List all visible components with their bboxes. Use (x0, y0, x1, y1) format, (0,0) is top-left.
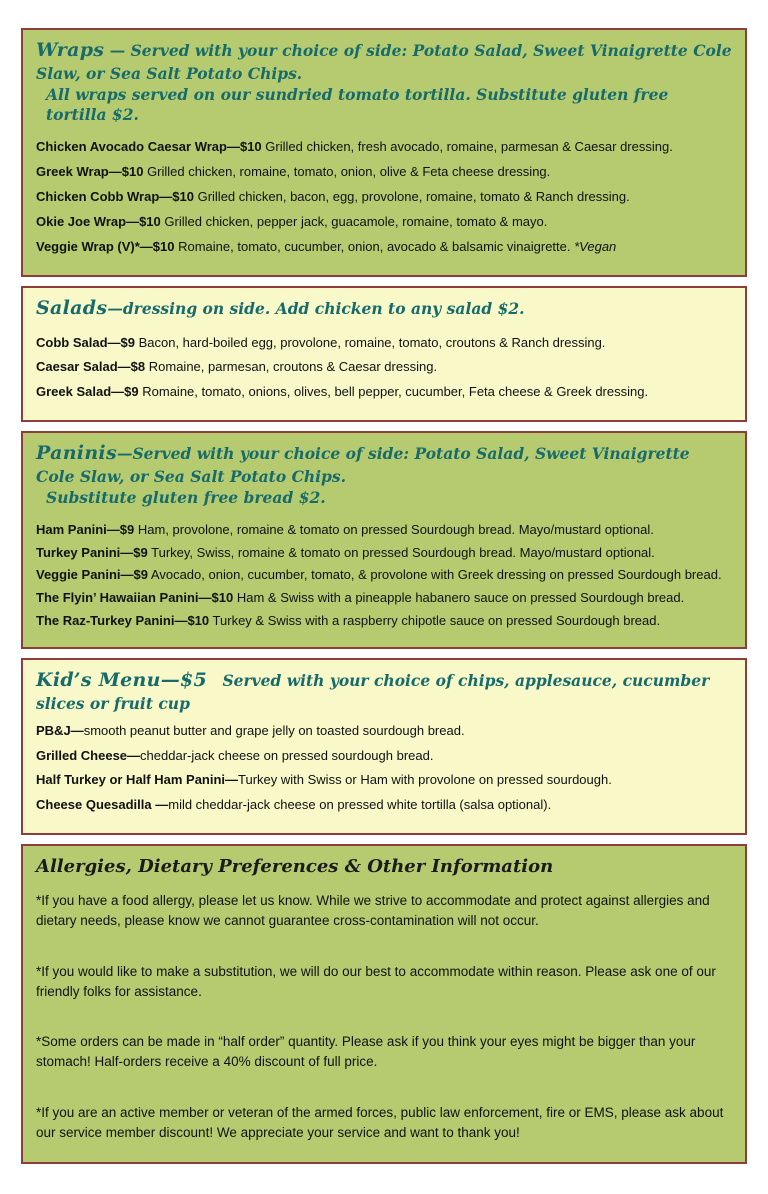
paninis-header-line2: Substitute gluten free bread $2. (46, 487, 326, 507)
info-paragraph-substitution: *If you would like to make a substitution, we will do our best to accommodate within reason. Please ask one of our friendly folks for assistance. (36, 963, 716, 999)
item-name: Cobb Salad—$9 (36, 334, 135, 350)
menu-item (36, 139, 732, 156)
item-desc: smooth peanut butter and grape jelly on toasted sourdough bread. (83, 722, 465, 738)
item-vegan-note: *Vegan (574, 238, 617, 254)
menu-item (36, 522, 732, 539)
item-desc: Grilled chicken, pepper jack, guacamole, romaine, tomato & mayo. (164, 214, 548, 230)
item-name: The Raz-Turkey Panini—$10 (36, 613, 210, 629)
kids-menu-items (36, 723, 732, 815)
paninis-title: Paninis (36, 442, 117, 465)
menu-item (36, 189, 732, 206)
kids-menu-header-rest: Served with your choice of chips, applesauce, cucumber slices or fruit cup (36, 671, 710, 713)
section-paninis (21, 431, 747, 649)
item-name: Okie Joe Wrap—$10 (36, 214, 161, 230)
item-name: Greek Wrap—$10 (36, 164, 144, 180)
item-desc: mild cheddar-jack cheese on pressed white tortilla (salsa optional). (168, 797, 552, 813)
salads-header (36, 296, 732, 322)
item-name: PB&J— (36, 722, 84, 738)
menu-item (36, 567, 732, 584)
item-desc: Romaine, parmesan, croutons & Caesar dressing. (148, 359, 438, 375)
section-allergies-info (21, 844, 747, 1164)
menu-item (36, 359, 732, 376)
paninis-items (36, 522, 732, 630)
menu-item (36, 723, 732, 740)
item-name: Caesar Salad—$8 (36, 359, 146, 375)
item-name: Chicken Avocado Caesar Wrap—$10 (36, 139, 262, 155)
info-paragraph-allergy: *If you have a food allergy, please let us know. While we strive to accommodate and protect against allergies and dietary needs, please know we cannot guarantee cross-contamination will not occur. (36, 893, 710, 929)
item-desc: Grilled chicken, fresh avocado, romaine, parmesan & Caesar dressing. (265, 139, 673, 155)
paninis-header (36, 441, 732, 508)
menu-item (36, 335, 732, 352)
item-desc: Ham & Swiss with a pineapple habanero sauce on pressed Sourdough bread. (236, 590, 685, 606)
item-desc: Romaine, tomato, cucumber, onion, avocado & balsamic vinaigrette. (178, 238, 571, 254)
menu-item (36, 164, 732, 181)
item-name: Ham Panini—$9 (36, 521, 135, 537)
menu-item (36, 545, 732, 562)
paninis-header-line1 (36, 441, 732, 488)
item-desc: Turkey, Swiss, romaine & tomato on pressed Sourdough bread. Mayo/mustard optional. (151, 544, 655, 560)
info-paragraph-service-member: *If you are an active member or veteran of the armed forces, public law enforcement, fire or EMS, please ask about our service member discount! We appreciate your service and want to thank you! (36, 1104, 724, 1140)
item-desc: cheddar-jack cheese on pressed sourdough bread. (140, 747, 434, 763)
salads-title: Salads (36, 296, 108, 319)
item-name: The Flyin’ Hawaiian Panini—$10 (36, 590, 234, 606)
section-wraps (21, 28, 747, 277)
item-name: Half Turkey or Half Ham Panini— (36, 772, 239, 788)
wraps-header-rest: — Served with your choice of side: Potato Salad, Sweet Vinaigrette Cole Slaw, or Sea Salt Potato Chips. (36, 41, 732, 83)
item-name: Veggie Panini—$9 (36, 567, 148, 583)
section-kids-menu (21, 658, 747, 835)
menu-item (36, 797, 732, 814)
item-desc: Grilled chicken, bacon, egg, provolone, romaine, tomato & Ranch dressing. (197, 189, 630, 205)
item-desc: Turkey with Swiss or Ham with provolone on pressed sourdough. (238, 772, 612, 788)
allergies-info-title: Allergies, Dietary Preferences & Other Information (36, 856, 554, 878)
kids-menu-header (36, 668, 732, 715)
menu-item (36, 214, 732, 231)
item-desc: Romaine, tomato, onions, olives, bell pepper, cucumber, Feta cheese & Greek dressing. (142, 384, 649, 400)
item-desc: Grilled chicken, romaine, tomato, onion, olive & Feta cheese dressing. (147, 164, 551, 180)
item-desc: Turkey & Swiss with a raspberry chipotle sauce on pressed Sourdough bread. (212, 613, 661, 629)
item-desc: Bacon, hard-boiled egg, provolone, romaine, tomato, croutons & Ranch dressing. (138, 334, 606, 350)
info-paragraph-half-order: *Some orders can be made in “half order” quantity. Please ask if you think your eyes might be bigger than your stomach! Half-orders receive a 40% discount of full price. (36, 1034, 696, 1070)
wraps-header-line2: All wraps served on our sundried tomato tortilla. Substitute gluten free tortilla $2. (46, 84, 669, 125)
wraps-title: Wraps (36, 39, 105, 61)
item-name: Veggie Wrap (V)*—$10 (36, 238, 175, 254)
paninis-header-rest: —Served with your choice of side: Potato Salad, Sweet Vinaigrette Cole Slaw, or Sea Salt Potato Chips. (36, 444, 690, 486)
wraps-header (36, 38, 732, 126)
menu-item (36, 613, 732, 630)
item-name: Chicken Cobb Wrap—$10 (36, 189, 194, 205)
kids-menu-title: Kid’s Menu—$5 (36, 669, 208, 692)
item-name: Cheese Quesadilla — (36, 797, 169, 813)
wraps-items (36, 139, 732, 255)
item-name: Grilled Cheese— (36, 747, 141, 763)
section-salads (21, 286, 747, 422)
menu-item (36, 748, 732, 765)
item-desc: Avocado, onion, cucumber, tomato, & provolone with Greek dressing on pressed Sourdough bread. (150, 567, 722, 583)
item-name: Turkey Panini—$9 (36, 544, 148, 560)
item-desc: Ham, provolone, romaine & tomato on pressed Sourdough bread. Mayo/mustard optional. (137, 521, 654, 537)
salads-header-rest: —dressing on side. Add chicken to any salad $2. (107, 298, 525, 318)
menu-item (36, 772, 732, 789)
menu-item (36, 384, 732, 401)
wraps-header-line1 (36, 38, 732, 85)
menu-item (36, 590, 732, 607)
menu-item (36, 239, 732, 256)
item-name: Greek Salad—$9 (36, 384, 139, 400)
salads-items (36, 335, 732, 402)
